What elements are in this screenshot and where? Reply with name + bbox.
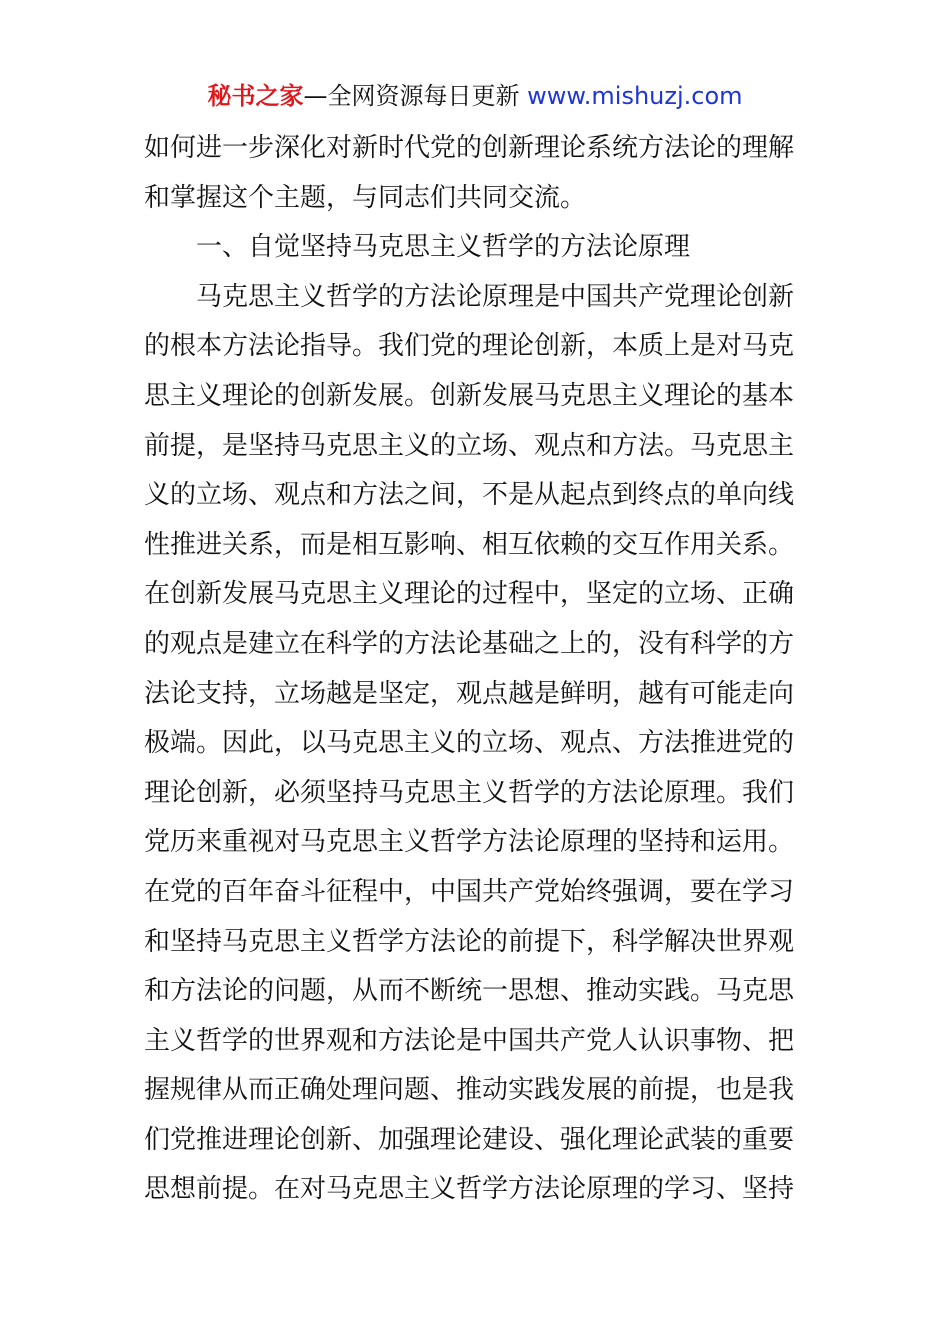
text-line: 如何进一步深化对新时代党的创新理论系统方法论的理解 — [144, 133, 795, 163]
document-body — [144, 124, 806, 1215]
text-line: 握规律从而正确处理问题、推动实践发展的前提，也是我 — [144, 1075, 795, 1106]
text-line: 马克思主义哲学的方法论原理是中国共产党理论创新 — [196, 281, 795, 312]
header-tagline: —全网资源每日更新 — [303, 82, 528, 110]
text-line: 的根本方法论指导。我们党的理论创新，本质上是对马克 — [144, 331, 795, 362]
text-line: 前提，是坚持马克思主义的立场、观点和方法。马克思主 — [144, 430, 795, 461]
text-line: 和方法论的问题，从而不断统一思想、推动实践。马克思 — [144, 976, 795, 1007]
brand-name: 秘书之家 — [207, 82, 304, 110]
text-line: 和坚持马克思主义哲学方法论的前提下，科学解决世界观 — [144, 926, 795, 957]
text-line: 法论支持，立场越是坚定，观点越是鲜明，越有可能走向 — [144, 678, 795, 709]
text-line: 义的立场、观点和方法之间，不是从起点到终点的单向线 — [144, 480, 795, 511]
text-line: 性推进关系，而是相互影响、相互依赖的交互作用关系。 — [144, 529, 795, 560]
text-line: 的观点是建立在科学的方法论基础之上的，没有科学的方 — [144, 628, 795, 659]
text-line: 们党推进理论创新、加强理论建设、强化理论武装的重要 — [144, 1124, 795, 1155]
text-line: 思主义理论的创新发展。创新发展马克思主义理论的基本 — [144, 380, 795, 411]
text-line: 党历来重视对马克思主义哲学方法论原理的坚持和运用。 — [144, 827, 795, 858]
text-line: 在党的百年奋斗征程中，中国共产党始终强调，要在学习 — [144, 876, 795, 907]
site-header — [0, 78, 950, 114]
text-line: 在创新发展马克思主义理论的过程中，坚定的立场、正确 — [144, 579, 795, 610]
text-line: 和掌握这个主题，与同志们共同交流。 — [144, 182, 587, 213]
text-line: 主义哲学的世界观和方法论是中国共产党人认识事物、把 — [144, 1025, 795, 1056]
text-line: 极端。因此，以马克思主义的立场、观点、方法推进党的 — [144, 728, 795, 759]
text-line: 思想前提。在对马克思主义哲学方法论原理的学习、坚持 — [144, 1174, 795, 1205]
text-line: 理论创新，必须坚持马克思主义哲学的方法论原理。我们 — [144, 777, 795, 808]
text-line: 一、自觉坚持马克思主义哲学的方法论原理 — [196, 232, 691, 263]
site-url-link[interactable]: www.mishuzj.com — [527, 82, 743, 110]
